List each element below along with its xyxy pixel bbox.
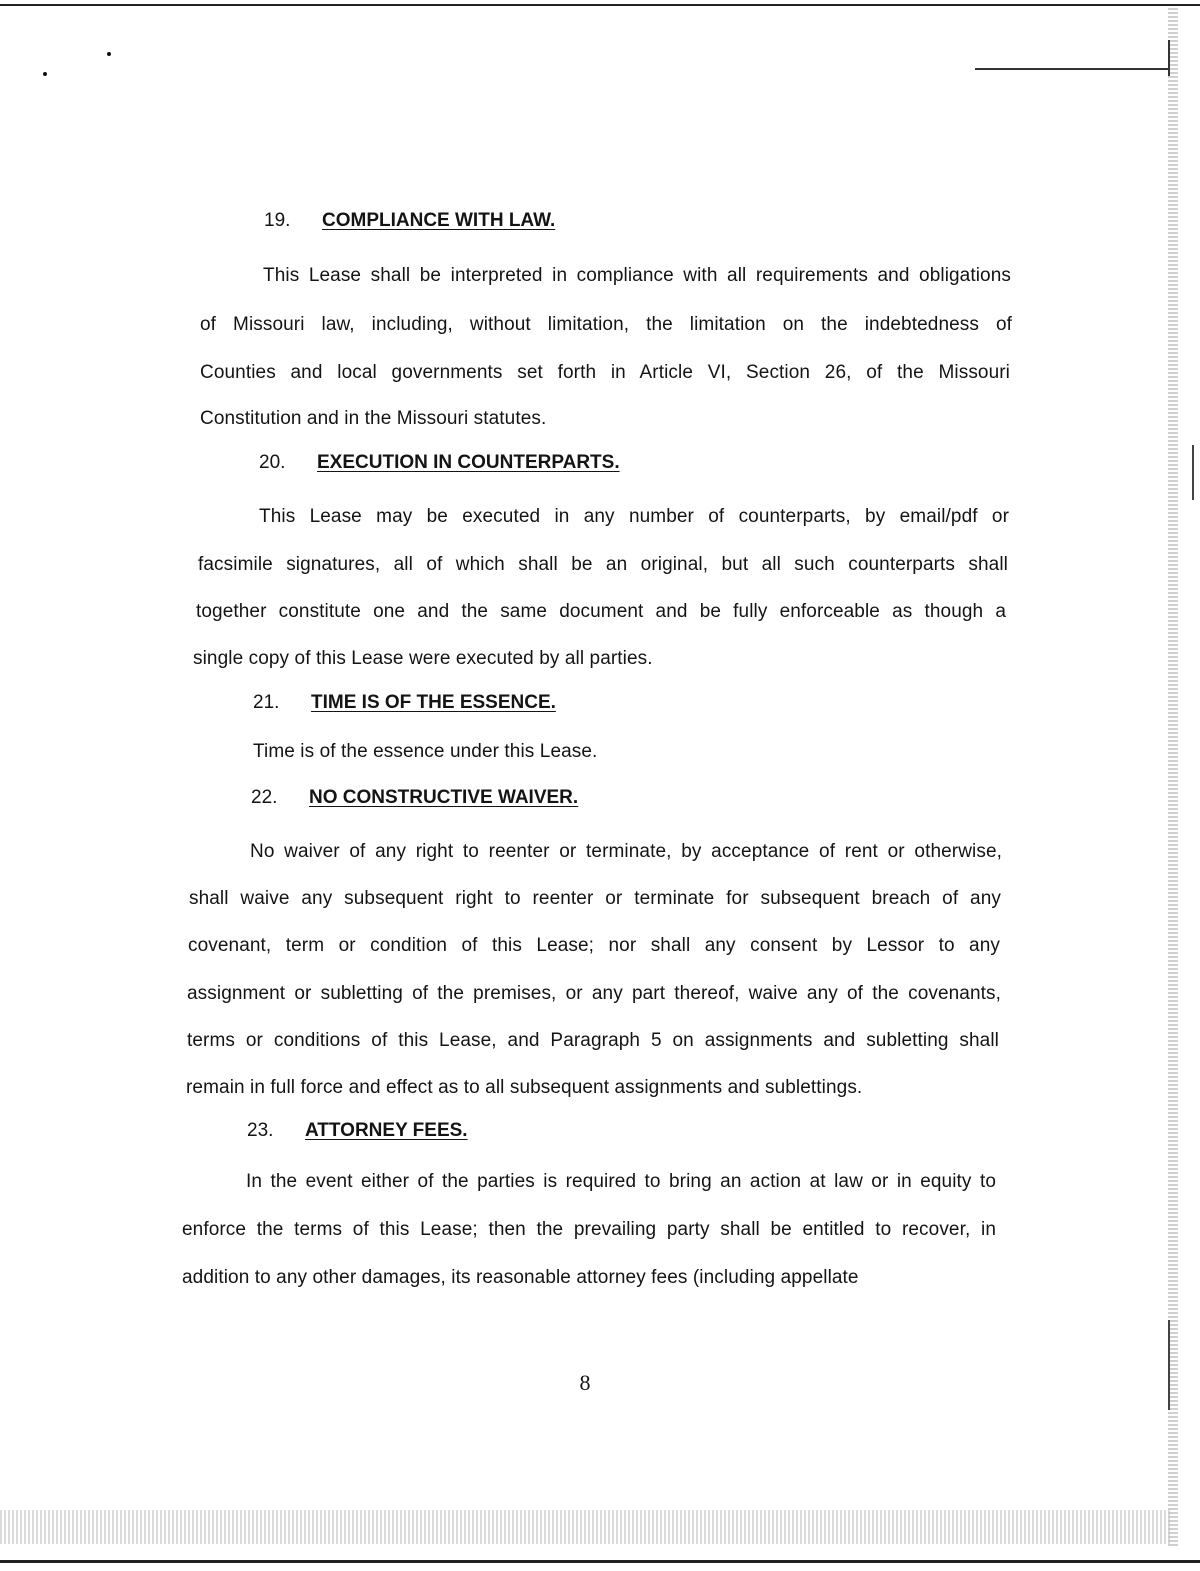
section-heading — [251, 787, 578, 809]
paragraph-line: In the event either of the parties is required to bring an action at law or in equity to — [246, 1171, 996, 1192]
scan-border-bottom-line — [0, 1560, 1200, 1563]
scan-border-right — [1168, 8, 1178, 1548]
paragraph-line: addition to any other damages, its reasonable attorney fees (including appellate — [182, 1267, 859, 1288]
paragraph-line: This Lease shall be interpreted in compliance with all requirements and obligations — [263, 265, 1011, 286]
section-title: ATTORNEY FEES. — [305, 1120, 468, 1141]
scan-border-top — [0, 4, 1200, 6]
paragraph-line: of Missouri law, including, without limitation, the limitation on the indebtedness of — [200, 314, 1012, 335]
paragraph-line: Counties and local governments set forth in Article VI, Section 26, of the Missouri — [200, 362, 1010, 383]
paragraph-line: remain in full force and effect as to all subsequent assignments and sublettings. — [186, 1077, 863, 1098]
scan-right-line — [1168, 1320, 1170, 1410]
section-heading — [253, 692, 556, 714]
paragraph-line: No waiver of any right to reenter or terminate, by acceptance of rent or otherwise, — [250, 841, 1002, 862]
paragraph-line: terms or conditions of this Lease, and Paragraph 5 on assignments and subletting shall — [187, 1030, 999, 1051]
page-number: 8 — [579, 1370, 591, 1395]
corner-mark-vertical — [1168, 40, 1170, 76]
section-title: TIME IS OF THE ESSENCE. — [311, 692, 556, 713]
paragraph-line: shall waive any subsequent right to reenter or terminate for subsequent breach of any — [189, 888, 1001, 909]
scan-right-line — [1192, 445, 1194, 500]
section-title: EXECUTION IN COUNTERPARTS. — [317, 452, 620, 473]
section-number: 19. — [264, 210, 291, 231]
section-number: 20. — [259, 452, 286, 473]
paragraph-line: together constitute one and the same document and be fully enforceable as though a — [196, 601, 1006, 622]
paragraph-line: enforce the terms of this Lease; then the prevailing party shall be entitled to recover, in — [182, 1219, 996, 1240]
section-heading — [259, 452, 620, 474]
section-heading — [264, 210, 555, 232]
scan-speck — [107, 52, 111, 56]
scan-speck — [43, 72, 47, 76]
scan-border-bottom — [0, 1510, 1170, 1544]
section-number: 21. — [253, 692, 280, 713]
corner-mark — [975, 68, 1170, 70]
paragraph-line: Time is of the essence under this Lease. — [253, 741, 598, 762]
section-number: 23. — [247, 1120, 274, 1141]
section-title: COMPLIANCE WITH LAW. — [322, 210, 556, 231]
section-number: 22. — [251, 787, 278, 808]
paragraph-line: covenant, term or condition of this Lease; nor shall any consent by Lessor to any — [188, 935, 1000, 956]
paragraph-line: assignment or subletting of the premises, or any part thereof, waive any of the covenants, — [187, 983, 1001, 1004]
paragraph-line: This Lease may be executed in any number of counterparts, by email/pdf or — [259, 506, 1009, 527]
paragraph-line: single copy of this Lease were executed by all parties. — [193, 648, 653, 669]
paragraph-line: facsimile signatures, all of which shall be an original, but all such counterparts shall — [198, 554, 1008, 575]
section-heading — [247, 1120, 468, 1142]
section-title: NO CONSTRUCTIVE WAIVER. — [309, 787, 579, 808]
paragraph-line: Constitution and in the Missouri statutes. — [200, 408, 547, 429]
